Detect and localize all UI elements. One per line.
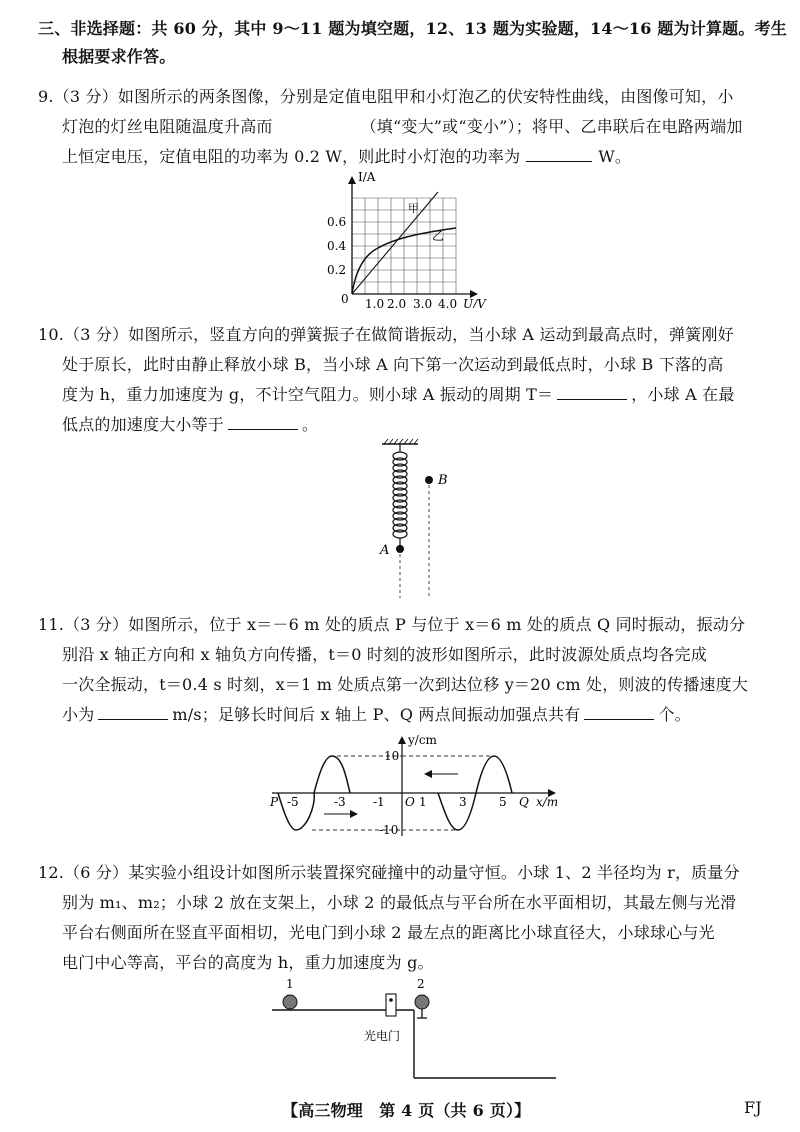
q11-line3: 一次全振动，t＝0.4 s 时刻，x＝1 m 处质点第一次到达位移 y＝20 cm 处，则波的传播速度大 — [62, 675, 748, 694]
q9-xtick-2: 2.0 — [387, 297, 407, 308]
q10-line3 — [62, 382, 735, 405]
q12-ball-1 — [283, 995, 297, 1009]
q11-xtick-3: -1 — [373, 795, 385, 809]
q11-xtick-1: -5 — [287, 795, 299, 809]
q11-y-arrow — [398, 736, 406, 744]
q11-y-top: 10 — [384, 749, 400, 763]
q9-line1: 9.（3 分）如图所示的两条图像，分别是定值电阻甲和小灯泡乙的伏安特性曲线，由图像可知，小 — [38, 87, 734, 106]
q9-x-label: U/V — [463, 297, 486, 308]
q11-xtick-4: 1 — [419, 795, 427, 809]
q9-label-jia: 甲 — [408, 202, 419, 215]
q9-origin: 0 — [341, 292, 349, 306]
q12-ball-2 — [415, 995, 429, 1009]
q11-label-q: Q — [519, 795, 529, 809]
q11-line4-text-c: 个。 — [658, 705, 691, 724]
q12-apparatus-figure — [268, 978, 558, 1086]
q10-line2: 处于原长，此时由静止释放小球 B，当小球 A 向下第一次运动到最低点时，小球 B 下落的高 — [62, 355, 724, 374]
q9-blank-2 — [526, 147, 592, 162]
q10-spring-figure — [374, 438, 464, 600]
footer-code: FJ — [744, 1098, 762, 1117]
q9-ytick-1: 0.2 — [327, 263, 347, 277]
q9-xtick-3: 3.0 — [413, 297, 433, 308]
section-header-line1: 三、非选择题：共 60 分，其中 9～11 题为填空题，12、13 题为实验题，14～16 题为计算题。考生 — [38, 19, 787, 38]
q9-y-label: I/A — [358, 170, 376, 184]
q9-xtick-1: 1.0 — [365, 297, 385, 308]
q9-line2-text-b: （填“变大”或“变小”）；将甲、乙串联后在电路两端加 — [360, 117, 743, 136]
q11-line4-text-a: 小为 — [62, 705, 95, 724]
q11-label-p: P — [270, 795, 279, 809]
q12-gate-label: 光电门 — [364, 1029, 401, 1043]
q10-label-a: A — [380, 543, 390, 558]
q9-grid — [352, 198, 456, 294]
q10-spring-coils — [393, 452, 407, 538]
q12-line4: 电门中心等高，平台的高度为 h，重力加速度为 g。 — [62, 953, 434, 972]
q9-ytick-3: 0.6 — [327, 215, 347, 229]
q10-ball-b — [425, 476, 433, 484]
q11-xtick-5: 3 — [459, 795, 467, 809]
q11-blank-2 — [584, 705, 654, 720]
page-footer: 【高三物理 第 4 页（共 6 页）】 — [282, 1101, 531, 1120]
q12-label-2: 2 — [417, 978, 425, 991]
q12-line3: 平台右侧面所在竖直平面相切，光电门到小球 2 最左点的距离比小球直径大，小球球心与光 — [62, 923, 715, 942]
q10-line4 — [62, 412, 318, 435]
q12-line1: 12.（6 分）某实验小组设计如图所示装置探究碰撞中的动量守恒。小球 1、2 半径均为 r，质量分 — [38, 863, 740, 882]
q12-line2: 别为 m₁、m₂；小球 2 放在支架上，小球 2 的最低点与平台所在水平面相切，其最左侧与光滑 — [62, 893, 737, 912]
q11-arrow-left-head — [424, 770, 432, 778]
q10-line1: 10.（3 分）如图所示，竖直方向的弹簧振子在做简谐振动，当小球 A 运动到最高点时，弹簧刚好 — [38, 325, 734, 344]
q9-iu-chart — [322, 168, 494, 308]
q9-y-arrow — [348, 176, 356, 184]
q11-y-bottom: -10 — [379, 823, 399, 837]
q9-xtick-4: 4.0 — [438, 297, 458, 308]
q11-x-label: x/m — [536, 795, 559, 809]
q11-xtick-6: 5 — [499, 795, 507, 809]
q9-line3-text-a: 上恒定电压，定值电阻的功率为 0.2 W，则此时小灯泡的功率为 — [62, 147, 521, 166]
q9-label-yi: 乙 — [432, 229, 445, 243]
q11-line1: 11.（3 分）如图所示，位于 x＝－6 m 处的质点 P 与位于 x＝6 m 处的质点 Q 同时振动，振动分 — [38, 615, 746, 634]
section-header-line2: 根据要求作答。 — [62, 47, 176, 66]
q10-line4-text-a: 低点的加速度大小等于 — [62, 415, 225, 434]
q11-y-label: y/cm — [408, 733, 437, 747]
q11-line4 — [62, 702, 691, 725]
q11-line2: 别沿 x 轴正方向和 x 轴负方向传播，t＝0 时刻的波形如图所示，此时波源处质点均各完成 — [62, 645, 708, 664]
q10-line3-text-a: 度为 h，重力加速度为 g，不计空气阻力。则小球 A 振动的周期 T＝ — [62, 385, 554, 404]
q9-line2-text-a: 灯泡的灯丝电阻随温度升高而 — [62, 117, 273, 136]
q11-blank-1 — [98, 705, 168, 720]
q10-ball-a — [396, 545, 404, 553]
q10-blank-2 — [228, 415, 298, 430]
q11-origin: O — [405, 795, 415, 809]
q9-line3-text-b: W。 — [598, 147, 632, 166]
q10-line3-text-b: ，小球 A 在最 — [631, 385, 735, 404]
q11-wave-figure — [262, 728, 562, 840]
q12-photogate-lens — [389, 998, 393, 1002]
q10-blank-1 — [557, 385, 627, 400]
q11-arrow-right-head — [350, 810, 358, 818]
q11-line4-text-b: m/s；足够长时间后 x 轴上 P、Q 两点间振动加强点共有 — [172, 705, 581, 724]
q12-photogate — [386, 994, 396, 1016]
q12-label-1: 1 — [286, 978, 294, 991]
q9-ytick-2: 0.4 — [327, 239, 347, 253]
q10-label-b: B — [438, 473, 448, 488]
q10-line4-text-b: 。 — [302, 415, 319, 434]
q9-line3 — [62, 144, 631, 167]
q9-line2 — [62, 114, 743, 137]
q11-xtick-2: -3 — [334, 795, 346, 809]
